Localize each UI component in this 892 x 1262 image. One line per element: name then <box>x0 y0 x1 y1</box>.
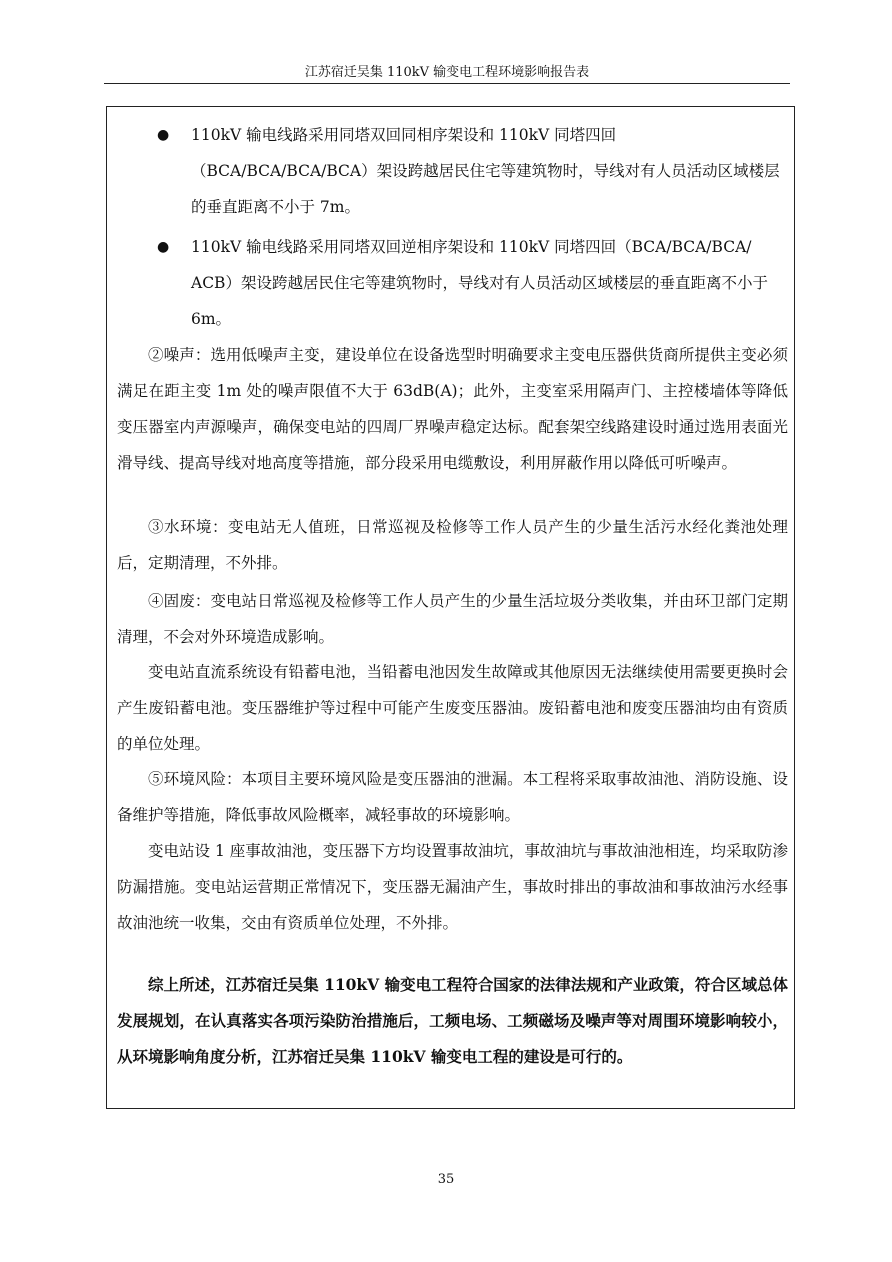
page-number: 35 <box>437 1172 455 1187</box>
paragraph-risk: ⑤环境风险：本项目主要环境风险是变压器油的泄漏。本工程将采取事故油池、消防设施、设备维护等措施，降低事故风险概率，减轻事故的环境影响。 <box>117 770 788 824</box>
bullet-dot-icon: ● <box>157 239 170 255</box>
bullet-item-1 <box>157 117 789 225</box>
conclusion-paragraph: 综上所述，江苏宿迁吴集 110kV 输变电工程符合国家的法律法规和产业政策，符合区域总体发展规划，在认真落实各项污染防治措施后，工频电场、工频磁场及噪声等对周围环境影响较小，从环境影响角度分析，江苏宿迁吴集 110kV 输变电工程的建设是可行的。 <box>117 975 788 1066</box>
paragraph-battery: 变电站直流系统设有铅蓄电池，当铅蓄电池因发生故障或其他原因无法继续使用需要更换时会产生废铅蓄电池。变压器维护等过程中可能产生废变压器油。废铅蓄电池和废变压器油均由有资质的单位处理。 <box>117 663 788 753</box>
bullet-dot-icon: ● <box>157 127 170 143</box>
page-header-title: 江苏宿迁吴集 110kV 输变电工程环境影响报告表 <box>304 65 590 80</box>
paragraph-noise: ②噪声：选用低噪声主变，建设单位在设备选型时明确要求主变电压器供货商所提供主变必须满足在距主变 1m 处的噪声限值不大于 63dB(A)；此外，主变室采用隔声门、主控楼墙体等降低变压器室内声源噪声，确保变电站的四周厂界噪声稳定达标。配套架空线路建设时通过选用表面光滑导线、提高导线对地高度等措施，部分段采用电缆敷设，利用屏蔽作用以降低可听噪声。 <box>117 346 788 472</box>
report-table-cell <box>106 106 795 1109</box>
bullet-text: 110kV 输电线路采用同塔双回逆相序架设和 110kV 同塔四回（BCA/BCA/BCA/ ACB）架设跨越居民住宅等建筑物时，导线对有人员活动区域楼层的垂直距离不小于 6m。 <box>191 238 768 328</box>
paragraph-oil-pit: 变电站设 1 座事故油池，变压器下方均设置事故油坑，事故油坑与事故油池相连，均采取防渗防漏措施。变电站运营期正常情况下，变压器无漏油产生，事故时排出的事故油和事故油污水经事故油池统一收集，交由有资质单位处理，不外排。 <box>117 842 788 932</box>
paragraph-water: ③水环境：变电站无人值班，日常巡视及检修等工作人员产生的少量生活污水经化粪池处理后，定期清理，不外排。 <box>117 518 788 572</box>
paragraph-solid-waste: ④固废：变电站日常巡视及检修等工作人员产生的少量生活垃圾分类收集，并由环卫部门定期清理，不会对外环境造成影响。 <box>117 592 788 646</box>
bullet-item-2 <box>157 229 789 337</box>
bullet-text: 110kV 输电线路采用同塔双回同相序架设和 110kV 同塔四回（BCA/BCA/BCA/BCA）架设跨越居民住宅等建筑物时，导线对有人员活动区域楼层的垂直距离不小于 7m。 <box>191 126 780 216</box>
header-divider <box>104 83 790 84</box>
